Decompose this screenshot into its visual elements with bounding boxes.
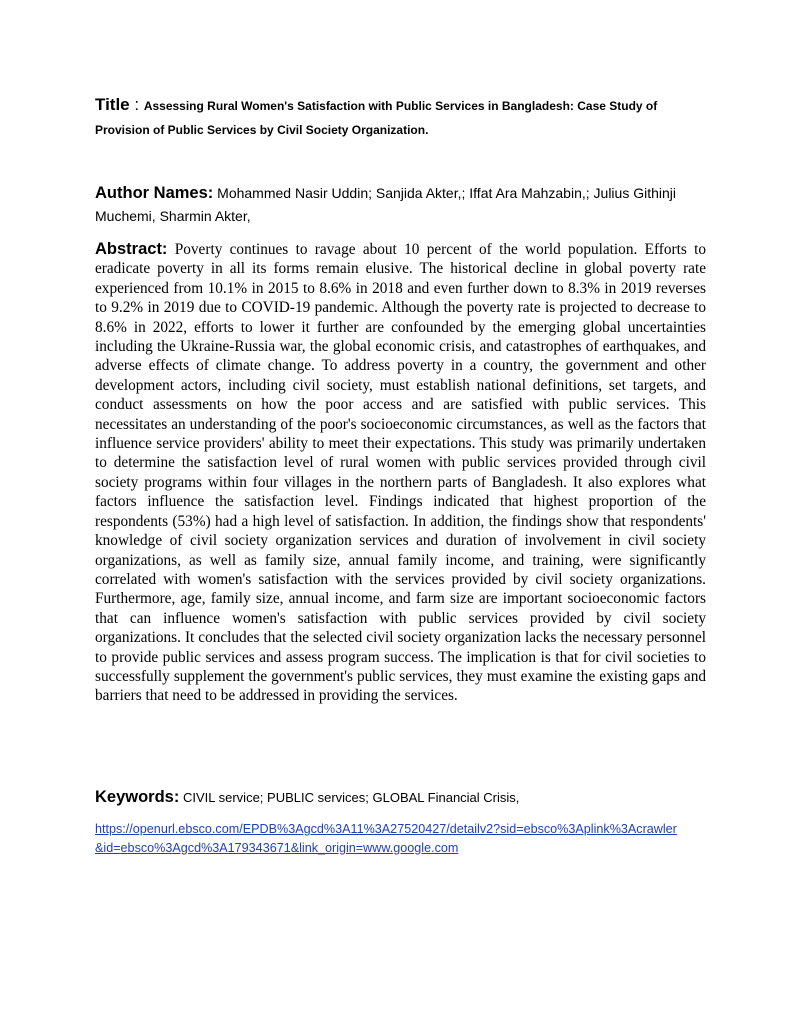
keywords-section xyxy=(95,786,715,809)
source-link-line-1[interactable]: https://openurl.ebsco.com/EPDB%3Agcd%3A11%3A27520427/detailv2?sid=ebsco%3Aplink%3Acrawler xyxy=(95,822,677,836)
title-section xyxy=(95,93,715,142)
abstract-text: Poverty continues to ravage about 10 percent of the world population. Efforts to eradicate poverty in all its forms remain elusive. The historical decline in global poverty rate experienced from 10.1% in 2015 to 8.6% in 2018 and even further down to 8.3% in 2019 reverses to 9.2% in 2019 due to COVID-19 pandemic. Although the poverty rate is projected to decrease to 8.6% in 2022, efforts to lower it further are confounded by the emerging global uncertainties including the Ukraine-Russia war, the global economic crisis, and catastrophes of earthquakes, and adverse effects of climate change. To address poverty in a country, the government and other development actors, including civil society, must establish national definitions, set targets, and conduct assessments on how the poor access and are satisfied with public services. This necessitates an understanding of the poor's socioeconomic circumstances, as well as the factors that influence service providers' ability to meet their expectations. This study was primarily undertaken to determine the satisfaction level of rural women with public services provided through civil society programs within four villages in the northern parts of Bangladesh. It also explores what factors influence the satisfaction level. Findings indicated that highest proportion of the respondents (53%) had a high level of satisfaction. In addition, the findings show that respondents' knowledge of civil society organization services and duration of involvement in civil society organizations, as well as family size, annual family income, and training, were significantly correlated with women's satisfaction with the services provided by civil society organizations. Furthermore, age, family size, annual income, and farm size are important socioeconomic factors that can influence women's satisfaction with public services provided by civil society organizations. It concludes that the selected civil society organization lacks the necessary personnel to provide public services and assess program success. The implication is that for civil societies to successfully supplement the government's public services, they must examine the existing gaps and barriers that need to be addressed in providing the services. xyxy=(95,241,706,705)
keywords-list: CIVIL service; PUBLIC services; GLOBAL Financial Crisis, xyxy=(182,790,520,805)
keywords-label: Keywords: xyxy=(95,788,180,806)
authors-list: Mohammed Nasir Uddin; Sanjida Akter,; Iffat Ara Mahzabin,; Julius Githinji Muchemi, Sharmin Akter, xyxy=(95,185,677,224)
authors-section xyxy=(95,182,715,228)
authors-label: Author Names: xyxy=(95,184,214,202)
source-link-line-2[interactable]: &id=ebsco%3Agcd%3A179343671&link_origin=www.google.com xyxy=(95,841,459,855)
title-label: Title xyxy=(95,95,130,114)
source-link[interactable] xyxy=(95,820,715,858)
title-separator: : xyxy=(129,95,144,114)
abstract-label: Abstract: xyxy=(95,240,168,258)
paper-title: Assessing Rural Women's Satisfaction with Public Services in Bangladesh: Case Study of Provision of Public Services by Civil Society Organization. xyxy=(95,99,658,137)
abstract-section xyxy=(95,240,706,706)
